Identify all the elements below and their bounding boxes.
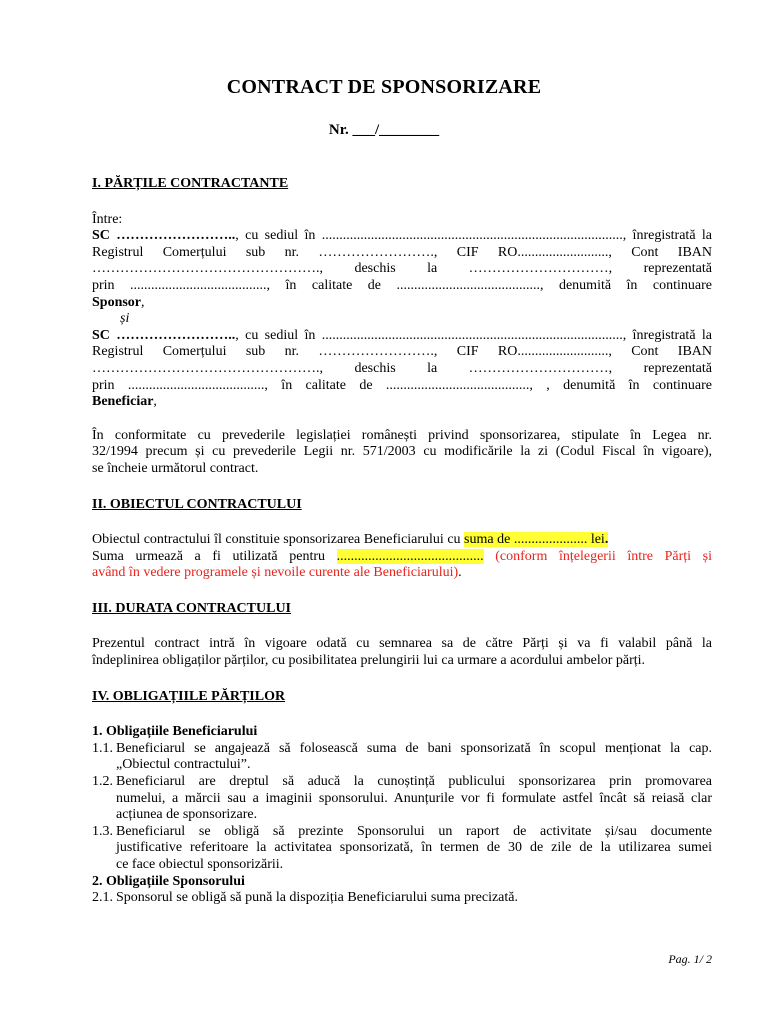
party-2-line-3: …………………………………………., deschis la …………………………, reprezentată xyxy=(92,360,712,376)
party-1 xyxy=(92,228,712,311)
party-2-line-4: prin ......................................., în calitate de ........................................., , denumită în continuare xyxy=(92,377,712,393)
party-2-company: SC …………………….. xyxy=(92,327,236,343)
obligation-item: 1.3. Beneficiarul se obligă să prezinte Sponsorului un raport de activitate și/sau documente justificative referitoare la activitatea sponsorizată, în termen de 30 de zile de la utilizarea sumei ce face obiectul sponsorizării. xyxy=(92,823,712,872)
section-3-heading: III. DURATA CONTRACTULUI xyxy=(92,600,292,616)
conjunction-and: și xyxy=(120,311,130,327)
beneficiary-obligations-heading: 1. Obligațiile Beneficiarului xyxy=(92,724,258,740)
sum-highlight: suma de ..................... lei. xyxy=(464,532,609,548)
purpose-highlight: .......................................... xyxy=(336,548,484,564)
party-1-role: Sponsor, xyxy=(92,294,145,310)
contract-number: Nr. ___/________ xyxy=(328,122,440,138)
parties-intro: Între: xyxy=(92,211,123,227)
section-4-heading: IV. OBLIGAȚIILE PĂRȚILOR xyxy=(92,688,286,704)
document-title: CONTRACT DE SPONSORIZARE xyxy=(226,76,542,98)
party-1-company: SC …………………….. xyxy=(92,228,236,244)
object-line-2: Suma urmează a fi utilizată pentru .......................................... (conform înțelegerii între Părți și xyxy=(92,548,713,564)
obligation-item: 1.1. Beneficiarul se angajează să folosească suma de bani sponsorizată în scopul menționat la cap. „Obiectul contractului”. xyxy=(92,740,712,773)
object-line-3: având în vedere programele și nevoile curente ale Beneficiarului). xyxy=(92,565,462,581)
purpose-note: (conform înțelegerii între Părți și xyxy=(483,548,713,564)
section-1-heading: I. PĂRȚILE CONTRACTANTE xyxy=(92,176,289,191)
page-number: Pag. 1/ 2 xyxy=(668,952,712,966)
party-2-line-1: SC …………………….., cu sediul în ......................................................................................, înregistrată la xyxy=(92,327,712,343)
party-1-line-1: SC …………………….., cu sediul în ......................................................................................, înregistrată la xyxy=(92,228,712,244)
party-1-line-3: …………………………………………., deschis la …………………………, reprezentată xyxy=(92,261,712,277)
sponsor-obligations-heading: 2. Obligațiile Sponsorului xyxy=(92,873,245,889)
party-2-line-2: Registrul Comerțului sub nr. ……………………., CIF RO.........................., Cont IBAN xyxy=(92,344,712,360)
section-2-heading: II. OBIECTUL CONTRACTULUI xyxy=(92,496,302,512)
party-1-line-2: Registrul Comerțului sub nr. ……………………., CIF RO.........................., Cont IBAN xyxy=(92,244,712,260)
party-2 xyxy=(92,328,712,411)
document-body xyxy=(92,176,712,907)
object-paragraph xyxy=(92,532,712,582)
obligation-item: 2.1. Sponsorul se obligă să pună la dispoziția Beneficiarului suma precizată. xyxy=(92,890,518,906)
conformity-paragraph: În conformitate cu prevederile legislației românești privind sponsorizarea, stipulate în Legea nr. 32/1994 precum și cu prevederile Legii nr. 571/2003 cu modificările la zi (Codul Fiscal în vigoare), se încheie următorul contract. xyxy=(92,427,712,476)
party-2-role: Beneficiar, xyxy=(92,394,157,410)
obligation-item: 1.2. Beneficiarul are dreptul să aducă la cunoștință publicului sponsorizarea prin promovarea numelui, a mărcii sau a imaginii sponsorului. Anunțurile vor fi formulate astfel încât să reiasă clar acțiunea de sponsorizare. xyxy=(92,774,712,823)
party-1-line-4: prin ......................................., în calitate de ........................................., denumită în continuare xyxy=(92,277,712,293)
duration-paragraph: Prezentul contract intră în vigoare odată cu semnarea sa de către Părți și va fi valabil până la îndeplinirea obligaților părților, cu posibilitatea prelungirii lui ca urmare a acordului ambelor părți. xyxy=(92,636,712,669)
object-line-1: Obiectul contractului îl constituie sponsorizarea Beneficiarului cu suma de ..................... lei. xyxy=(92,532,609,548)
